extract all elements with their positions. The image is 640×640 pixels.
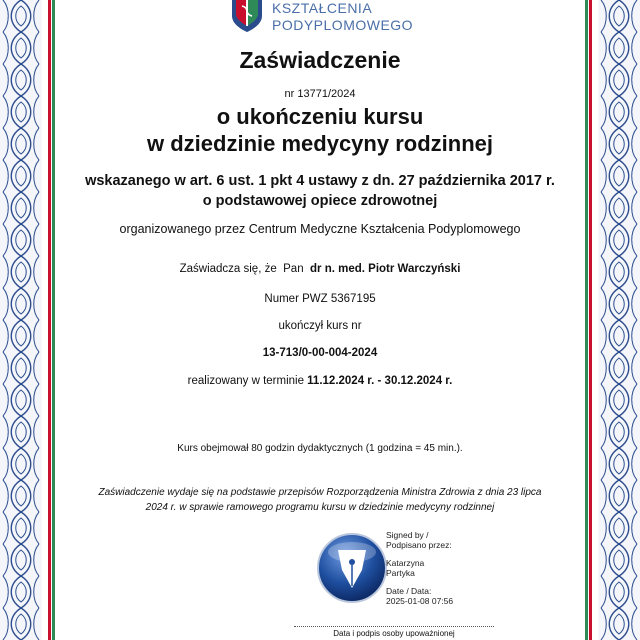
organizer-text: organizowanego przez Centrum Medyczne Kształcenia Podyplomowego (119, 222, 521, 236)
signature-divider (294, 626, 494, 627)
course-dates-line (62, 375, 578, 387)
digital-signature-block (386, 530, 453, 606)
flag-stripe-green-right (585, 0, 588, 640)
legal-basis-line1: wskazanego w art. 6 ust. 1 pkt 4 ustawy z dn. 27 października 2017 r. (85, 173, 555, 189)
signer-last-name: Partyka (386, 568, 415, 578)
certifies-line (62, 263, 578, 275)
legal-note-line1: Zaświadczenie wydaje się na podstawie przepisów Rozporządzenia Ministra Zdrowia z dnia 23 lipca (98, 487, 542, 498)
signer-first-name: Katarzyna (386, 558, 425, 568)
institution-logo-icon (230, 0, 264, 32)
course-hours: Kurs obejmował 80 godzin dydaktycznych (1 godzina = 45 min.). (177, 443, 463, 454)
course-heading-line1: o ukończeniu kursu (216, 104, 424, 129)
signed-by-label1: Signed by / (386, 530, 429, 540)
signature-caption: Data i podpis osoby upoważnionej (333, 629, 455, 638)
certifies-prefix: Zaświadcza się, że Pan (179, 263, 310, 275)
flag-stripe-red-left (48, 0, 51, 640)
institution-name-line2: PODYPLOMOWEGO (272, 17, 414, 33)
course-dates: 11.12.2024 r. - 30.12.2024 r. (307, 375, 453, 387)
dates-prefix: realizowany w terminie (187, 375, 308, 387)
flag-stripe-red-right (589, 0, 592, 640)
course-code: 13-713/0-00-004-2024 (262, 347, 378, 359)
right-ornamental-border (598, 0, 640, 640)
completed-text: ukończył kurs nr (278, 320, 362, 332)
left-ornamental-border (0, 0, 42, 640)
course-heading-line2: w dziedzinie medycyny rodzinnej (147, 131, 493, 156)
flag-stripe-green-left (52, 0, 55, 640)
legal-basis-line2: o podstawowej opiece zdrowotnej (202, 193, 438, 209)
certificate-body (62, 0, 578, 640)
signature-date-value: 2025-01-08 07:56 (386, 596, 454, 606)
signature-date-label: Date / Data: (386, 586, 432, 596)
institution-name (272, 0, 413, 34)
signed-by-label2: Podpisano przez: (386, 540, 452, 550)
certificate-number: nr 13771/2024 (284, 88, 356, 100)
pen-nib-signature-icon (314, 530, 390, 606)
legal-note-line2: 2024 r. w sprawie ramowego programu kursu w dziedzinie medycyny rodzinnej (145, 502, 495, 513)
pwz-number: Numer PWZ 5367195 (264, 293, 376, 305)
legal-note (72, 485, 568, 515)
certificate-title: Zaświadczenie (239, 47, 401, 73)
institution-name-line1: KSZTAŁCENIA (272, 0, 373, 16)
holder-name: dr n. med. Piotr Warczyński (310, 263, 461, 275)
